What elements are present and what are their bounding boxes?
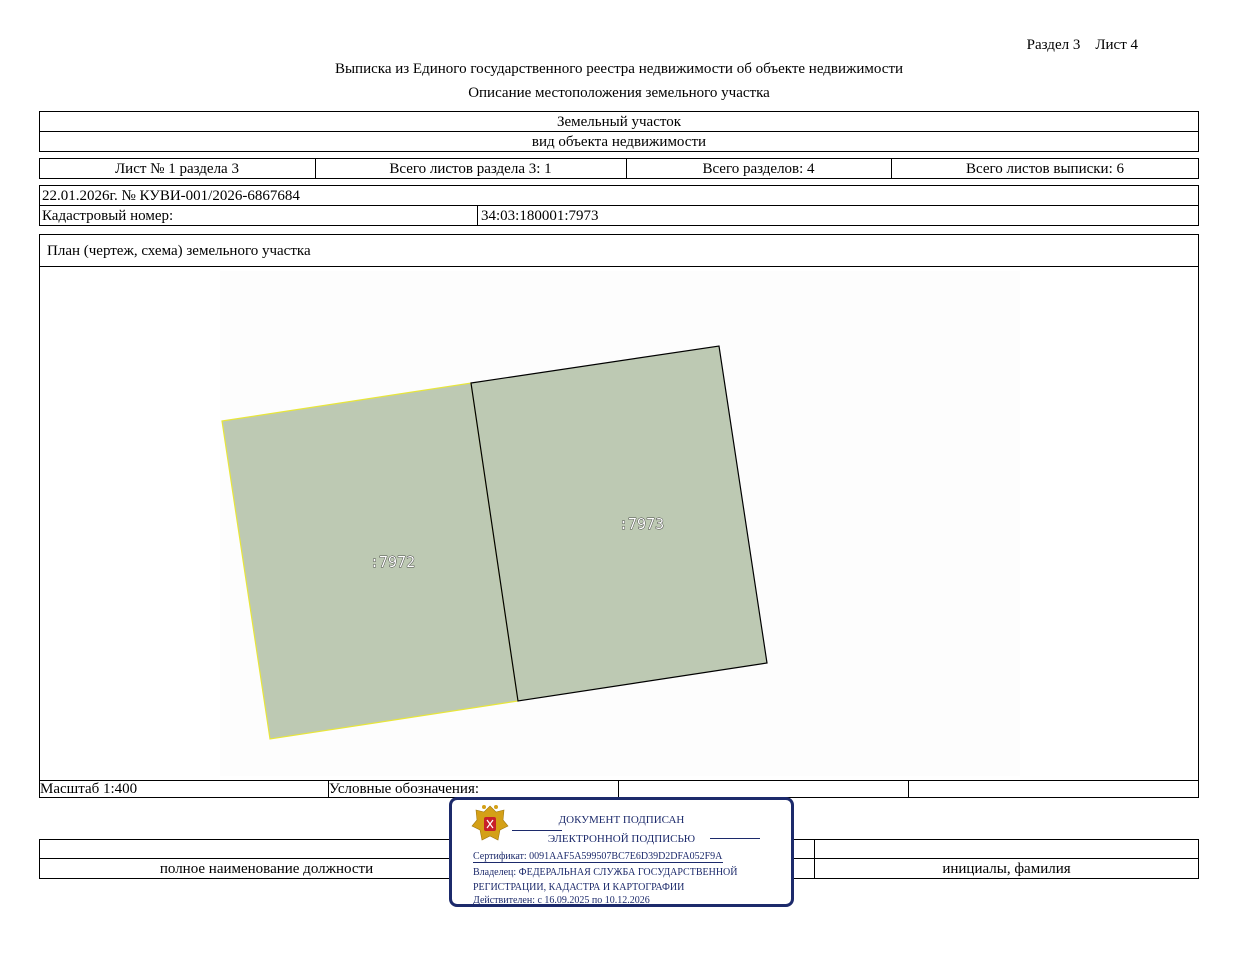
- stamp-owner-line-1: Владелец: ФЕДЕРАЛЬНАЯ СЛУЖБА ГОСУДАРСТВЕННОЙ: [473, 867, 738, 878]
- scale-label: Масштаб 1:400: [40, 781, 138, 797]
- cadastral-number-value: 34:03:180001:7973: [481, 208, 599, 224]
- object-type: Земельный участок: [556, 114, 682, 130]
- document-title: Выписка из Единого государственного реестра недвижимости об объекте недвижимости: [334, 61, 904, 77]
- legend-label: Условные обозначения:: [329, 781, 480, 797]
- extract-date-number: 22.01.2026г. № КУВИ-001/2026-6867684: [42, 188, 300, 204]
- total-section-sheets: Всего листов раздела 3: 1: [389, 161, 552, 177]
- stamp-line-1: ДОКУМЕНТ ПОДПИСАН: [558, 814, 685, 826]
- stamp-line-2: ЭЛЕКТРОННОЙ ПОДПИСЬЮ: [547, 833, 696, 845]
- total-extract-sheets: Всего листов выписки: 6: [966, 161, 1124, 177]
- stamp-validity: Действителен: с 16.09.2025 по 10.12.2026: [473, 895, 650, 906]
- object-type-caption: вид объекта недвижимости: [531, 134, 707, 150]
- plan-title: План (чертеж, схема) земельного участка: [47, 243, 311, 259]
- parcel-7973-label: :7973: [619, 515, 665, 533]
- plan-drawing: [40, 267, 1198, 779]
- name-caption: инициалы, фамилия: [942, 861, 1071, 877]
- total-sections: Всего разделов: 4: [702, 161, 815, 177]
- stamp-certificate: Сертификат: 0091AAF5A599507BC7E6D39D2DFA052F9A: [473, 851, 723, 862]
- position-caption: полное наименование должности: [159, 861, 374, 877]
- document-subtitle: Описание местоположения земельного участка: [468, 85, 770, 101]
- section-sheet-label: Раздел 3 Лист 4: [1026, 37, 1138, 53]
- stamp-owner-line-2: РЕГИСТРАЦИИ, КАДАСТРА И КАРТОГРАФИИ: [473, 882, 685, 893]
- electronic-signature-stamp: [449, 797, 794, 907]
- cadastral-number-label: Кадастровый номер:: [42, 208, 174, 224]
- parcel-7972-label: :7972: [370, 553, 416, 571]
- sheet-of-section: Лист № 1 раздела 3: [115, 161, 239, 177]
